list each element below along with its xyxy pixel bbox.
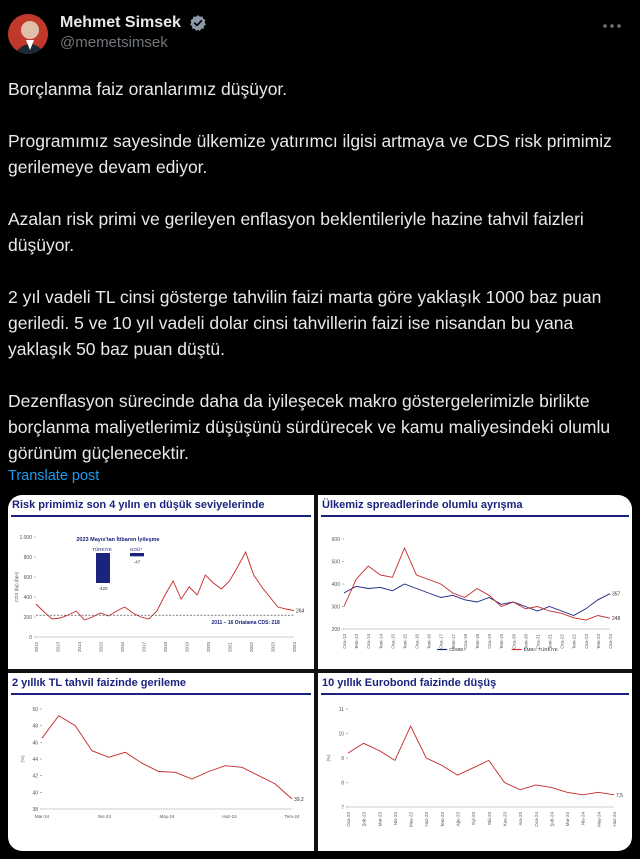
x-tick-label: 2016 [120,642,125,653]
x-tick-label: Tem-17 [450,634,456,650]
y-tick-label: 400 [331,582,340,588]
chart-panel-tl-bond[interactable] [8,673,314,851]
y-tick-label: 38 [32,807,38,813]
x-tick-label: Oca-23 [346,812,351,827]
x-tick-label: Oca-14 [366,634,372,649]
inset-category-label: TÜRKİYE [92,547,112,552]
x-tick-label: Haz-24 [222,814,237,819]
chart-title: Risk primimiz son 4 yılın en düşük seviyelerinde [12,499,265,511]
x-tick-label: Oca-21 [535,634,541,649]
more-options-icon[interactable] [600,14,624,38]
tweet-header [8,10,632,62]
x-tick-label: Oca-19 [487,634,493,649]
chart-eurobond [318,673,632,851]
verified-badge-icon [189,14,207,32]
y-tick-label: 10 [338,731,344,738]
x-tick-label: Haz-24 [612,812,617,827]
x-tick-label: Tem-14 [378,634,384,650]
y-tick-label: 48 [32,723,38,730]
inset-title: 2023 Mayıs'tan İtibaren İyileşme [76,537,160,543]
series-line [344,548,610,620]
y-tick-label: 200 [23,615,32,621]
last-value-label: 264 [296,608,305,615]
x-tick-label: Tem-15 [402,634,408,650]
tweet-paragraph: Dezenflasyon sürecinde daha da iyileşecek makro göstergelerimizle birlikte borçlanma maliyetlerimiz düşüşünü sürdürecek ve kamu maliyesindeki olumlu görünüm güçlenecektir. [8,391,611,463]
last-value-label: 7,5 [616,792,623,799]
x-tick-label: 2019 [184,642,190,653]
tweet-text [8,76,632,466]
chart-title: 2 yıllık TL tahvil faizinde gerileme [12,677,187,689]
y-tick-label: 200 [331,627,340,633]
inset-value-label: -47 [133,559,141,565]
x-tick-label: 2024 [292,642,297,653]
x-tick-label: 2013 [55,642,61,653]
x-tick-label: May-24 [596,812,602,828]
tweet-paragraph: Borçlanma faiz oranlarımız düşüyor. [8,79,288,99]
x-tick-label: Oca-13 [342,634,347,649]
x-tick-label: Şub-24 [549,812,555,827]
last-value-label: 39,2 [294,797,304,803]
average-annotation: 2011 – 16 Ortalama CDS: 218 [211,620,280,627]
y-tick-label: 500 [331,559,340,566]
x-tick-label: Tem-23 [595,634,601,650]
chart-panel-cds[interactable] [8,495,314,669]
chart-cds [8,495,314,669]
author-handle[interactable]: @memetsimsek [60,34,168,52]
y-tick-label: 50 [32,707,38,713]
y-tick-label: 44 [32,757,38,763]
y-tick-label: 400 [23,595,32,601]
author-block [60,14,207,51]
y-tick-label: 46 [32,740,38,747]
chart-panel-spreads[interactable] [318,495,632,669]
x-tick-label: 2023 [270,642,276,653]
y-tick-label: 800 [23,555,32,561]
x-tick-label: Tem-13 [354,634,360,650]
last-value-label: 248 [612,616,621,623]
x-tick-label: Oca-16 [414,634,420,649]
chart-panel-eurobond[interactable] [318,673,632,851]
x-tick-label: Nis-23 [392,812,398,826]
x-tick-label: Oca-15 [390,634,396,649]
series-line [36,552,294,620]
x-tick-label: Tem-22 [571,634,577,650]
x-tick-label: May-23 [408,812,414,828]
x-tick-label: Kas-23 [502,812,508,827]
x-tick-label: Tem-18 [475,634,480,650]
x-tick-label: Haz-23 [424,812,430,827]
chart-title: Ülkemiz spreadlerinde olumlu ayrışma [322,499,523,511]
y-axis-label: (%) [20,755,25,763]
chart-spreads [318,495,632,669]
series-line [348,726,614,795]
y-tick-label: 1.000 [19,535,32,541]
inset-bar [96,553,110,583]
inset-bar [130,553,144,556]
y-tick-label: 11 [338,707,344,713]
y-tick-label: 0 [29,635,32,641]
x-tick-label: 2022 [249,642,254,653]
avatar-image [8,14,48,54]
x-tick-label: Mar-24 [565,812,571,827]
x-tick-label: Nis-24 [580,812,586,826]
x-tick-label: Mar-24 [34,814,50,819]
x-tick-label: Ara-23 [518,812,524,826]
x-tick-label: Mar-23 [377,812,383,827]
x-tick-label: Ağu-23 [455,812,461,827]
tweet-paragraph: Programımız sayesinde ülkemize yatırımcı ilgisi artmaya ve CDS risk primimiz gerilemeye devam ediyor. [8,131,612,177]
x-tick-label: 2014 [77,642,82,653]
x-tick-label: Eki-23 [486,812,492,825]
x-tick-label: 2017 [141,642,147,653]
x-tick-label: 2021 [227,642,233,653]
x-tick-label: Eyl-23 [471,812,477,825]
inset-category-label: GOÜ* [129,547,143,552]
chart-tl-bond [8,673,314,851]
x-tick-label: Oca-20 [511,634,517,649]
tweet-paragraph: Azalan risk primi ve gerileyen enflasyon beklentileriyle hazine tahvil faizleri düşüyor. [8,209,584,255]
x-tick-label: Şub-23 [361,812,367,827]
x-tick-label: 2012 [34,642,39,653]
x-tick-label: 2018 [163,642,168,653]
x-tick-label: Oca-17 [438,634,444,649]
tweet-paragraph: 2 yıl vadeli TL cinsi gösterge tahvilin faizi marta göre yaklaşık 1000 baz puan geriledi. 5 ve 10 yıl vadeli dolar cinsi tahvillerin faizi ise nisandan bu yana yaklaşık 50 baz puan düştü. [8,287,602,359]
translate-post-link[interactable]: Translate post [8,468,100,484]
x-tick-label: Tem-24 [284,814,300,819]
y-tick-label: 9 [341,756,344,762]
inset-value-label: -420 [98,586,108,591]
x-tick-label: Tem-21 [547,634,553,650]
media-grid[interactable] [8,495,632,851]
x-tick-label: May-24 [159,814,175,819]
x-tick-label: 2020 [206,642,211,653]
author-name[interactable]: Mehmet Simsek [60,14,181,31]
x-tick-label: Tem-20 [523,634,529,650]
y-tick-label: 7 [341,805,344,811]
y-tick-label: 600 [23,575,32,581]
last-value-label: 357 [612,591,621,598]
x-tick-label: Oca-22 [559,634,565,649]
y-tick-label: 8 [341,780,344,787]
y-tick-label: 300 [331,604,340,611]
chart-title: 10 yıllık Eurobond faizinde düşüş [322,677,497,689]
x-tick-label: Oca-24 [608,634,613,649]
x-tick-label: Oca-24 [533,812,539,827]
y-tick-label: 600 [331,537,340,543]
legend-label: EMBI+ TÜRKİYE [523,647,558,652]
avatar[interactable] [8,14,48,54]
y-tick-label: 40 [32,790,38,797]
legend-label: CEMBI+ [449,647,466,652]
x-tick-label: Oca-18 [462,634,468,649]
x-tick-label: 2015 [98,642,104,653]
x-tick-label: Nis-24 [97,814,112,819]
x-tick-label: Oca-23 [583,634,589,649]
y-axis-label: (%) [326,754,331,762]
x-tick-label: Tem-23 [439,812,445,828]
x-tick-label: Tem-19 [499,634,505,650]
y-axis-label: CDS (bp) (bps) [14,571,19,603]
x-tick-label: Tem-16 [426,634,432,650]
y-tick-label: 42 [32,773,38,780]
series-line [42,716,292,799]
